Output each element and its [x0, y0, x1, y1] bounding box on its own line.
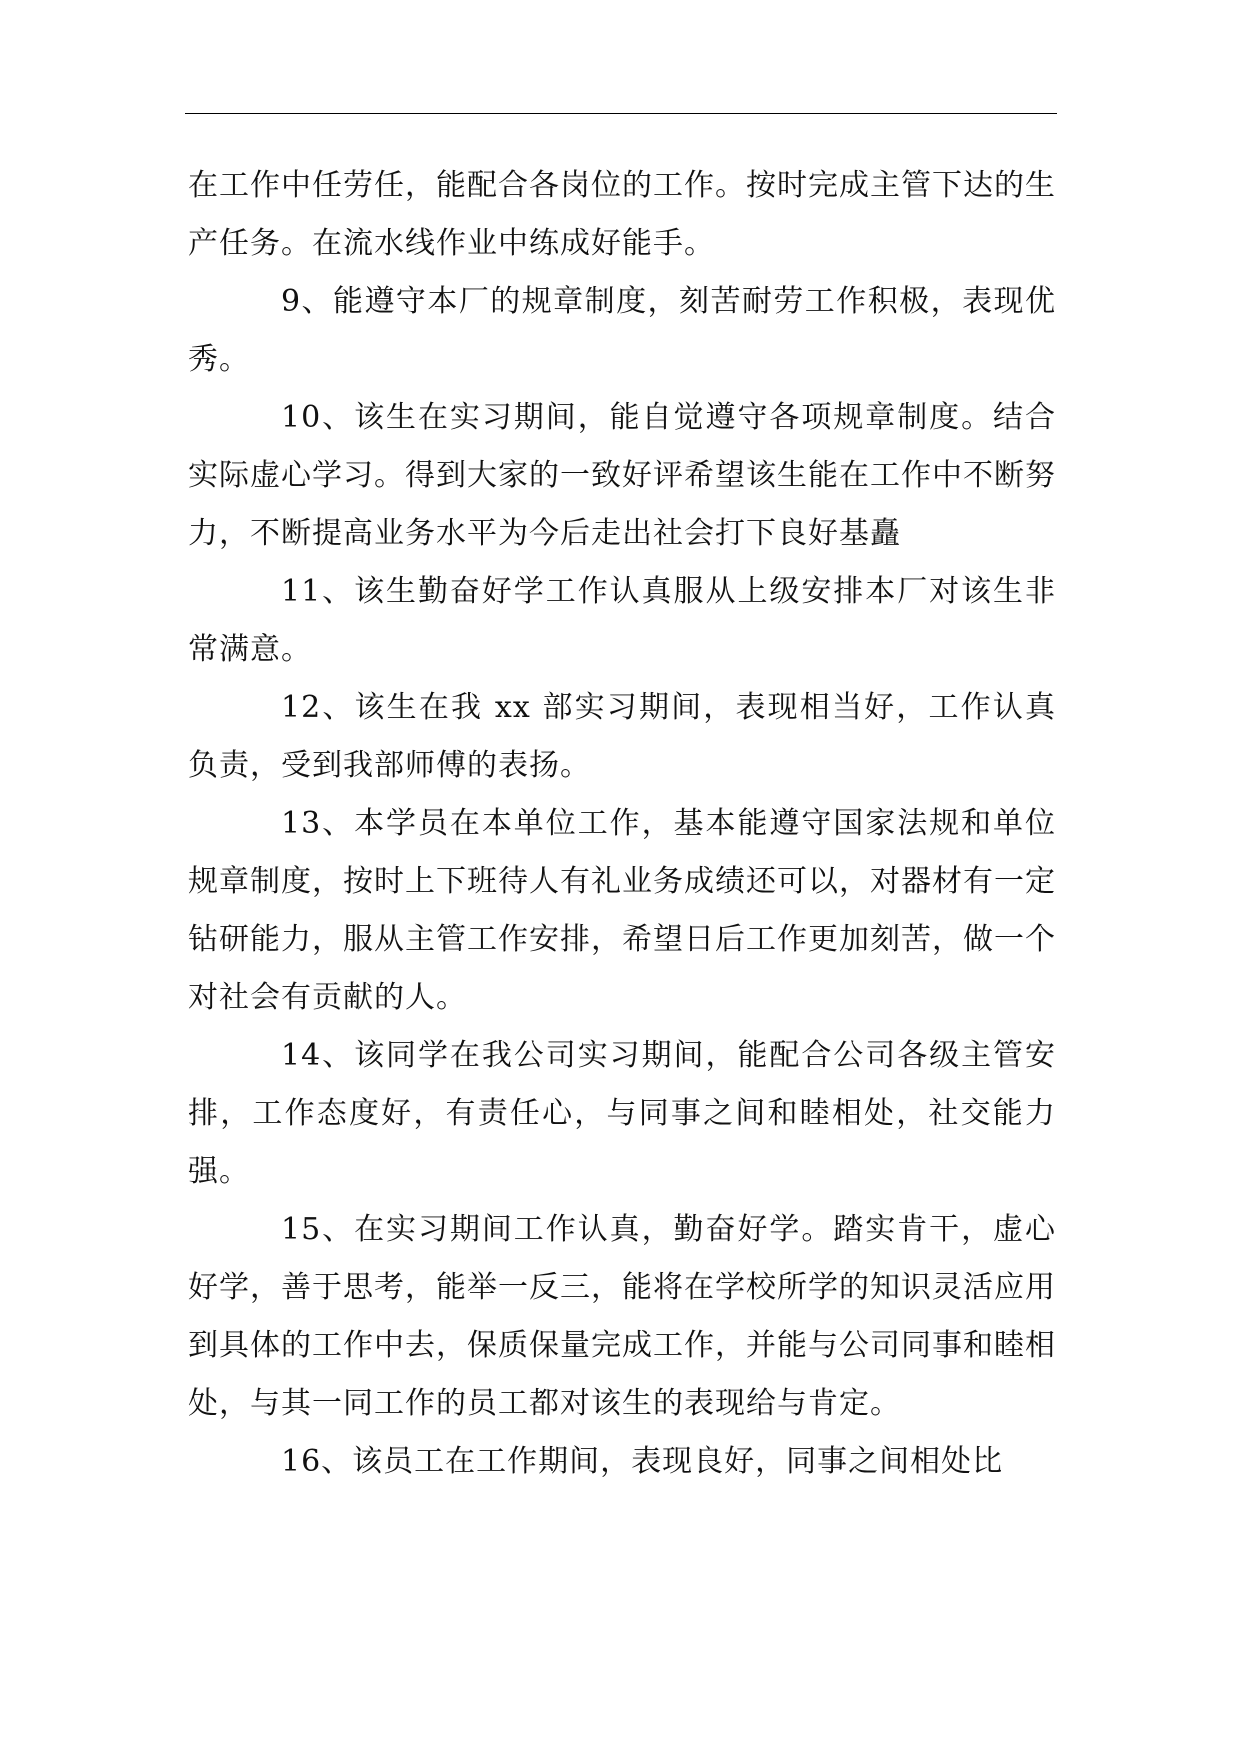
- paragraph-15: 15、在实习期间工作认真，勤奋好学。踏实肯干，虚心好学，善于思考，能举一反三，能将在学校所学的知识灵活应用到具体的工作中去，保质保量完成工作，并能与公司同事和睦相处，与其一同工作的员工都对该生的表现给与肯定。: [188, 1212, 1056, 1421]
- paragraph-10: 10、该生在实习期间，能自觉遵守各项规章制度。结合实际虚心学习。得到大家的一致好评希望该生能在工作中不断努力，不断提高业务水平为今后走出社会打下良好基矗: [188, 400, 1056, 551]
- paragraph-continued: 在工作中任劳任，能配合各岗位的工作。按时完成主管下达的生产任务。在流水线作业中练成好能手。: [188, 168, 1056, 261]
- paragraph-12: 12、该生在我 xx 部实习期间，表现相当好，工作认真负责，受到我部师傅的表扬。: [188, 690, 1056, 783]
- paragraph-11: 11、该生勤奋好学工作认真服从上级安排本厂对该生非常满意。: [188, 574, 1056, 667]
- paragraph-16: 16、该员工在工作期间，表现良好，同事之间相处比: [281, 1444, 1004, 1479]
- paragraph-14: 14、该同学在我公司实习期间，能配合公司各级主管安排，工作态度好，有责任心，与同事之间和睦相处，社交能力强。: [188, 1038, 1056, 1189]
- document-body: [188, 157, 1056, 1491]
- paragraph-9: 9、能遵守本厂的规章制度，刻苦耐劳工作积极，表现优秀。: [188, 284, 1056, 377]
- paragraph-13: 13、本学员在本单位工作，基本能遵守国家法规和单位规章制度，按时上下班待人有礼业务成绩还可以，对器材有一定钻研能力，服从主管工作安排，希望日后工作更加刻苦，做一个对社会有贡献的人。: [188, 806, 1056, 1015]
- header-rule: [185, 113, 1057, 114]
